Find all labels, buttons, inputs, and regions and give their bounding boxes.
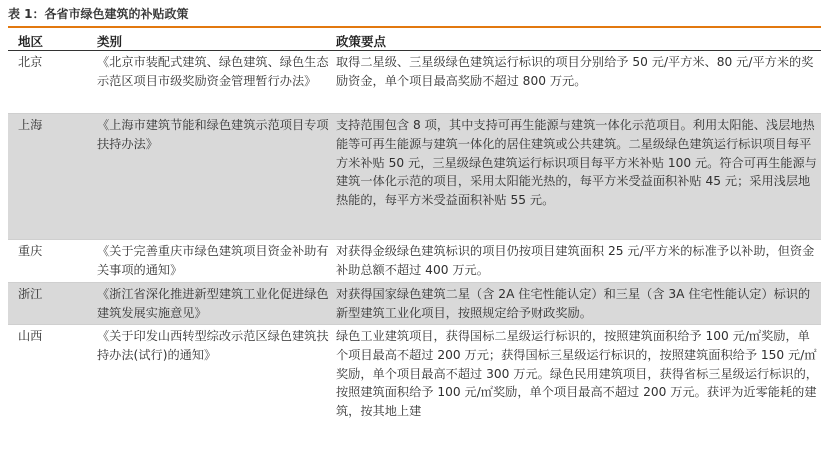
header-policy: 政策要点 — [336, 34, 387, 49]
row-region: 山西 — [18, 329, 43, 343]
table-row-shanghai — [8, 114, 821, 240]
row-policy: 绿色工业建筑项目，获得国标二星级运行标识的，按照建筑面积给予 100 元/㎡奖励，单个项目最高不超过 200 万元；获得国标三星级运行标识的，按照建筑面积给予 150 元/㎡奖励，单个项目最高不超过 300 万元。绿色民用建筑项目，获得省标三星级运行标识的，按照建筑面积给予 100 元/㎡奖励，单个项目最高不超过 200 万元。获评为近零能耗的建筑，按其地上建 — [336, 329, 818, 419]
row-policy: 对获得国家绿色建筑二星（含 2A 住宅性能认定）和三星（含 3A 住宅性能认定）标识的新型建筑工业化项目，按照规定给予财政奖励。 — [336, 287, 811, 320]
header-region: 地区 — [18, 34, 44, 49]
row-region: 北京 — [18, 55, 43, 69]
row-region: 重庆 — [18, 244, 43, 258]
row-policy: 取得二星级、三星级绿色建筑运行标识的项目分别给予 50 元/平方米、80 元/平方米的奖励资金，单个项目最高奖励不超过 800 万元。 — [336, 55, 814, 88]
row-policy: 对获得金级绿色建筑标识的项目仍按项目建筑面积 25 元/平方米的标准予以补助，但资金补助总额不超过 400 万元。 — [336, 244, 815, 277]
table-row-zhejiang — [8, 283, 821, 325]
row-category: 《关于完善重庆市绿色建筑项目资金补助有关事项的通知》 — [97, 244, 329, 277]
row-category: 《关于印发山西转型综改示范区绿色建筑扶持办法(试行)的通知》 — [97, 329, 329, 362]
row-category: 《北京市装配式建筑、绿色建筑、绿色生态示范区项目市级奖励资金管理暂行办法》 — [97, 55, 329, 88]
header-category: 类别 — [97, 34, 123, 49]
table-row-beijing — [8, 51, 821, 114]
row-region: 上海 — [18, 118, 43, 132]
row-category: 《浙江省深化推进新型建筑工业化促进绿色建筑发展实施意见》 — [97, 287, 329, 320]
table-row-shanxi — [8, 325, 821, 452]
row-region: 浙江 — [18, 287, 43, 301]
row-category: 《上海市建筑节能和绿色建筑示范项目专项扶持办法》 — [97, 118, 329, 151]
row-policy: 支持范围包含 8 项，其中支持可再生能源与建筑一体化示范项目。利用太阳能、浅层地热能等可再生能源与建筑一体化的居住建筑或公共建筑。二星级绿色建筑运行标识项目每平方米补贴 50 元，三星级绿色建筑运行标识项目每平方米补贴 100 元。符合可再生能源与建筑一体化示范的项目，采用太阳能光热的，每平方米受益面积补贴 45 元；采用浅层地热能的，每平方米受益面积补贴 55 元。 — [336, 118, 817, 208]
table-row-chongqing — [8, 240, 821, 283]
table-header — [8, 28, 821, 51]
table-title: 表 1：各省市绿色建筑的补贴政策 — [8, 7, 189, 21]
